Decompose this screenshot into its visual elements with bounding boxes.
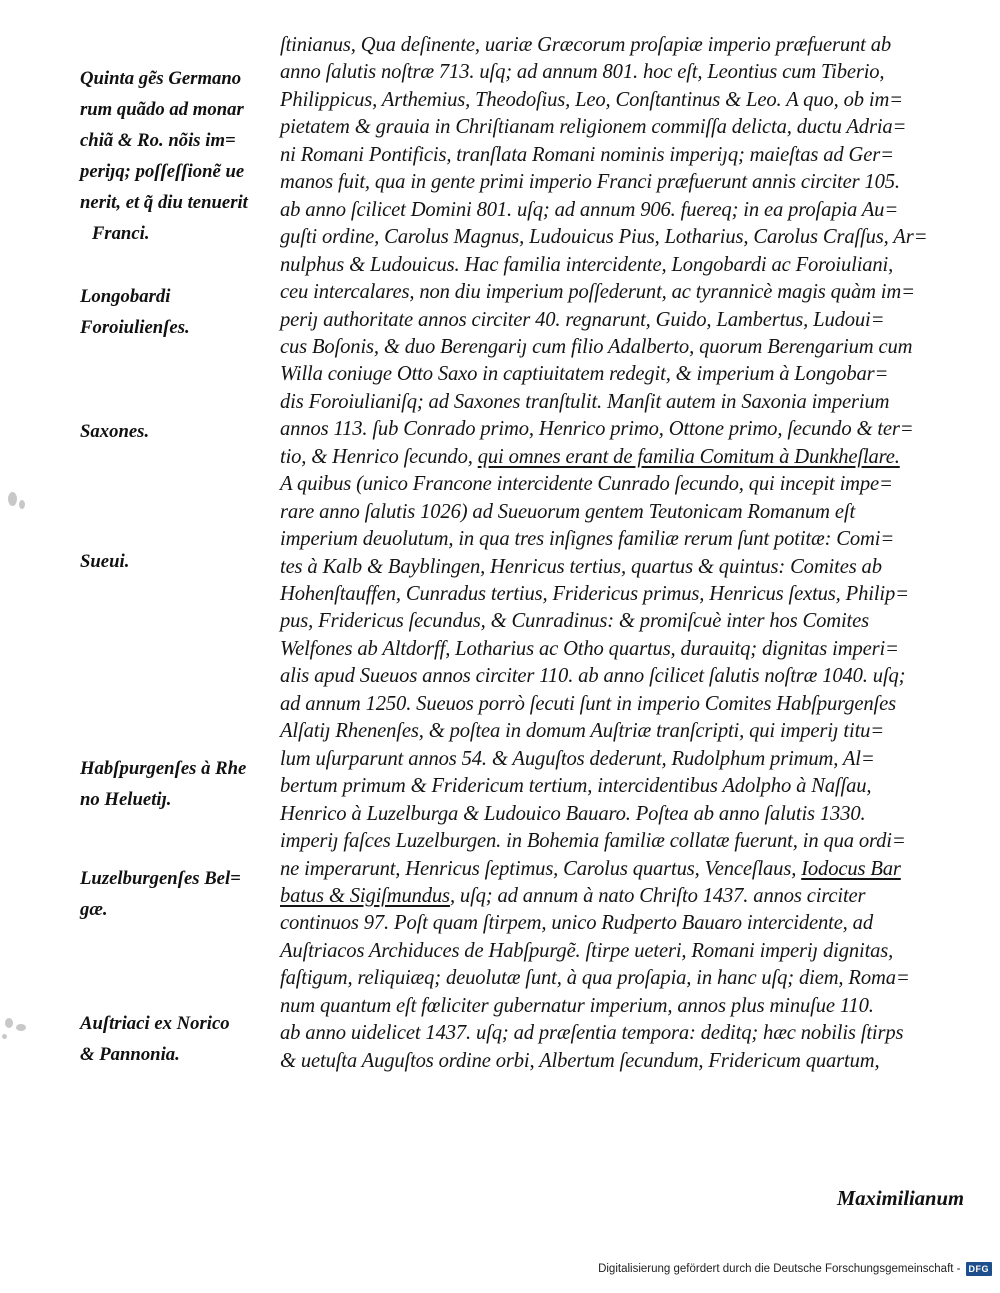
underlined-phrase: qui omnes erant de familia Comitum à Dunkheſlare. (477, 445, 900, 468)
line-text: A quibus (unico Francone intercidente Cunrado ſecundo, qui incepit impe= (280, 473, 893, 496)
body-line (280, 469, 893, 499)
line-text: pus, Fridericus ſecundus, & Cunradinus: & promiſcuè inter hos Comites (280, 610, 869, 633)
body-line (280, 112, 906, 142)
line-text: imperium deuolutum, in qua tres inſignes familiæ rerum ſunt potitæ: Comi= (280, 528, 895, 551)
line-text: annos 113. ſub Conrado primo, Henrico primo, Ottone primo, ſecundo & ter= (280, 418, 914, 441)
line-text: alis apud Sueuos annos circiter 110. ab anno ſcilicet ſalutis noſtræ 1040. uſq; (280, 665, 906, 688)
line-text: dis Foroiulianiſq; ad Saxones tranſtulit. Manſit autem in Saxonia imperium (280, 390, 890, 413)
margin-note (80, 753, 275, 815)
ink-speck (19, 500, 25, 509)
body-line (280, 1018, 903, 1048)
margin-note-line: Franci. (91, 223, 150, 244)
margin-note (80, 1008, 275, 1070)
body-line (280, 716, 884, 746)
line-text: continuos 97. Poſt quam ſtirpem, unico Rudperto Bauaro intercidente, ad (280, 912, 873, 935)
body-line (280, 552, 882, 582)
line-text: ne imperarunt, Henricus ſeptimus, Carolus quartus, Venceſlaus, (280, 857, 802, 880)
line-text: bertum primum & Fridericum tertium, intercidentibus Adolpho à Naſſau, (280, 775, 872, 798)
margin-note-line: Sueui. (80, 551, 130, 572)
margin-note (80, 546, 275, 577)
body-line (280, 908, 873, 938)
body-line (280, 30, 891, 60)
footer-text: Digitalisierung gefördert durch die Deutsche Forschungsgemeinschaft - (598, 1263, 961, 1275)
margin-note-line: chiã & Ro. nõis im= (80, 130, 236, 151)
body-line (280, 387, 889, 417)
line-text: manos fuit, qua in gente primi imperio Franci præfuerunt annis circiter 105. (280, 171, 900, 194)
margin-note-line: & Pannonia. (80, 1044, 180, 1065)
underlined-phrase: batus & Sigiſmundus (280, 884, 450, 907)
body-line (280, 277, 915, 307)
line-text: ab anno uidelicet 1437. uſq; ad præſentia tempora: deditq; hæc nobilis ſtirps (280, 1022, 904, 1045)
margin-note (80, 416, 275, 447)
dfg-logo: DFG (966, 1262, 993, 1276)
line-text: pietatem & grauia in Chriſtianam religionem commiſſa delicta, ductu Adria= (280, 116, 907, 139)
line-text: Henrico à Luzelburga & Ludouico Bauaro. Poſtea ab anno ſalutis 1330. (280, 802, 866, 825)
margin-note-line: Habſpurgenſes à Rhe (80, 758, 247, 779)
body-line (280, 167, 900, 197)
body-line (280, 497, 855, 527)
body-line (280, 634, 899, 664)
margin-note-line: nerit, et q̃ diu tenuerit (80, 192, 248, 213)
line-text: num quantum eſt fœliciter gubernatur imperium, annos plus minuſue 110. (280, 994, 874, 1017)
body-line (280, 140, 894, 170)
margin-note-line: Luzelburgenſes Bel= (80, 868, 241, 889)
margin-note-line: Quinta gẽs Germano (80, 68, 242, 89)
margin-note-line: Foroiulienſes. (80, 317, 190, 338)
body-line (280, 854, 901, 884)
body-line (280, 963, 910, 993)
margin-note-line: Auſtriaci ex Norico (80, 1013, 230, 1034)
margin-note (80, 63, 275, 249)
body-line (280, 332, 912, 362)
line-text: tio, & Henrico ſecundo, (280, 445, 478, 468)
line-text: & uetuſta Auguſtos ordine orbi, Albertum ſecundum, Fridericum quartum, (280, 1049, 880, 1072)
line-text: ceu intercalares, non diu imperium poſſederunt, ac tyrannicè magis quàm im= (280, 281, 915, 304)
body-line (280, 771, 871, 801)
ink-speck (5, 1018, 13, 1028)
body-line (280, 799, 865, 829)
line-text: ſtinianus, Qua deſinente, uariæ Græcorum proſapiæ imperio præfuerunt ab (280, 34, 891, 56)
line-text: Alſatiȷ Rhenenſes, & poſtea in domum Auſtriæ tranſcripti, qui imperiȷ titu= (280, 720, 885, 743)
line-text: ab anno ſcilicet Domini 801. uſq; ad annum 906. fuereq; in ea proſapia Au= (280, 198, 899, 221)
margin-note-line: rum quãdo ad monar (80, 99, 244, 120)
margin-note-line: no Heluetiȷ. (80, 789, 172, 810)
line-text: imperiȷ faſces Luzelburgen. in Bohemia familiæ collatæ fuerunt, in qua ordi= (280, 830, 906, 853)
margin-note-line: periȷq; poſſeſſionẽ ue (80, 161, 245, 182)
body-line (280, 936, 893, 966)
line-text: nulphus & Ludouicus. Hac familia intercidente, Longobardi ac Foroiuliani, (280, 253, 894, 276)
line-text: , uſq; ad annum à nato Chriſto 1437. annos circiter (449, 884, 866, 907)
line-text: tes à Kalb & Bayblingen, Henricus tertius, quartus & quintus: Comites ab (280, 555, 882, 578)
line-text: Hohenſtauffen, Cunradus tertius, Fridericus primus, Henricus ſextus, Philip= (280, 583, 909, 605)
body-line (280, 661, 905, 691)
body-line (280, 57, 884, 87)
body-line (280, 250, 893, 280)
body-line (280, 195, 898, 225)
line-text: Willa coniuge Otto Saxo in captiuitatem redegit, & imperium à Longobar= (280, 363, 889, 386)
ink-speck (16, 1024, 26, 1031)
body-line (280, 744, 875, 774)
line-text: anno ſalutis noſtræ 713. uſq; ad annum 801. hoc eſt, Leontius cum Tiberio, (280, 61, 885, 84)
line-text: Welfones ab Altdorff, Lotharius ac Otho quartus, durauitq; dignitas imperi= (280, 637, 899, 660)
margin-note (80, 863, 275, 925)
digitization-footer (598, 1259, 992, 1279)
ink-speck (8, 492, 17, 506)
body-line (280, 359, 888, 389)
margin-notes (0, 0, 270, 1293)
line-text: lum uſurparunt annos 54. & Auguſtos dederunt, Rudolphum primum, Al= (280, 747, 875, 770)
ink-speck (2, 1034, 7, 1039)
body-line (280, 826, 906, 856)
body-line (280, 689, 896, 719)
line-text: Auſtriacos Archiduces de Habſpurgẽ. ſtirpe ueteri, Romani imperiȷ dignitas, (280, 939, 894, 962)
margin-note (80, 281, 275, 343)
margin-note-line: Longobardi (80, 286, 171, 307)
line-text: periȷ authoritate annos circiter 40. regnarunt, Guido, Lambertus, Ludoui= (280, 308, 885, 331)
line-text: ni Romani Pontificis, tranſlata Romani nominis imperiȷq; maieſtas ad Ger= (280, 143, 894, 166)
body-line (280, 85, 903, 115)
body-line (280, 579, 909, 609)
line-text: cus Boſonis, & duo Berengariȷ cum filio Adalberto, quorum Berengarium cum (280, 335, 913, 358)
body-line (280, 524, 894, 554)
body-line (280, 991, 874, 1021)
margin-note-line: gæ. (80, 899, 108, 920)
line-text: guſti ordine, Carolus Magnus, Ludouicus Pius, Lotharius, Carolus Craſſus, Ar= (280, 226, 928, 249)
body-line (280, 881, 865, 911)
body-line (280, 606, 869, 636)
catchword: Maximilianum (836, 1188, 964, 1210)
body-line (280, 222, 927, 252)
margin-note-line: Saxones. (80, 421, 150, 442)
body-line (280, 442, 900, 472)
line-text: faſtigum, reliquiæq; deuolutæ ſunt, à qua proſapia, in hanc uſq; diem, Roma= (280, 967, 910, 990)
body-line (280, 1046, 879, 1076)
body-line (280, 414, 914, 444)
line-text: ad annum 1250. Sueuos porrò ſecuti ſunt in imperio Comites Habſpurgenſes (280, 692, 896, 715)
line-text: rare anno ſalutis 1026) ad Sueuorum gentem Teutonicam Romanum eſt (280, 500, 856, 523)
line-text: Philippicus, Arthemius, Theodoſius, Leo, Conſtantinus & Leo. A quo, ob im= (280, 88, 903, 111)
underlined-phrase: Iodocus Bar (801, 857, 901, 880)
body-line (280, 305, 884, 335)
